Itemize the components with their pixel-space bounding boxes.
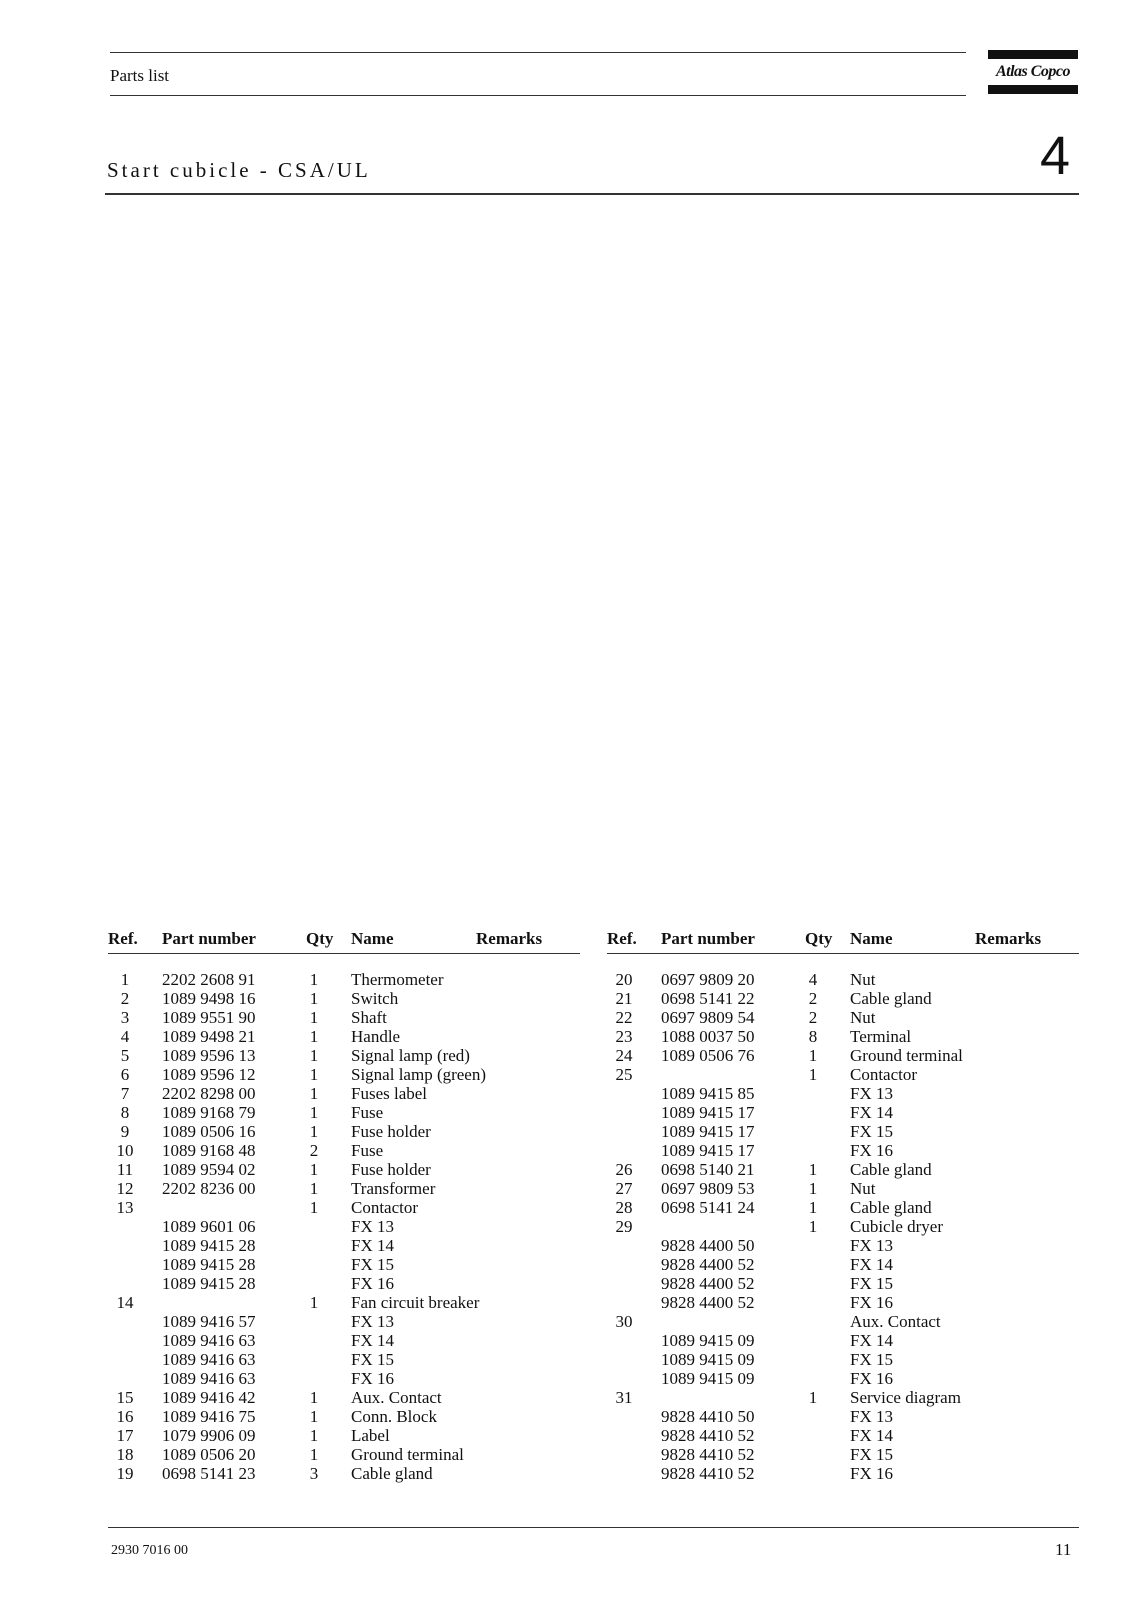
cell-part-number: 0697 9809 54 bbox=[661, 1008, 755, 1027]
cell-part-number: 9828 4410 50 bbox=[661, 1407, 755, 1426]
cell-part-number: 1089 9416 63 bbox=[162, 1369, 256, 1388]
cell-name: FX 15 bbox=[850, 1274, 893, 1293]
table-row bbox=[108, 1008, 580, 1027]
table-header bbox=[108, 925, 580, 953]
table-row bbox=[607, 1331, 1079, 1350]
logo-top-bar bbox=[988, 50, 1078, 59]
table-row bbox=[607, 1350, 1079, 1369]
footer-rule bbox=[108, 1527, 1079, 1528]
cell-part-number: 9828 4400 50 bbox=[661, 1236, 755, 1255]
table-row bbox=[108, 1122, 580, 1141]
table-row bbox=[108, 1065, 580, 1084]
cell-ref: 30 bbox=[615, 1312, 633, 1331]
table-body bbox=[108, 970, 580, 1483]
cell-qty: 1 bbox=[309, 1027, 319, 1046]
table-row bbox=[108, 1027, 580, 1046]
header-bottom-rule bbox=[110, 95, 966, 96]
cell-name: Aux. Contact bbox=[850, 1312, 941, 1331]
table-row bbox=[607, 1141, 1079, 1160]
cell-name: FX 13 bbox=[850, 1236, 893, 1255]
cell-part-number: 9828 4400 52 bbox=[661, 1255, 755, 1274]
cell-part-number: 1089 9415 09 bbox=[661, 1350, 755, 1369]
cell-ref: 21 bbox=[615, 989, 633, 1008]
table-row bbox=[607, 1426, 1079, 1445]
table-row bbox=[607, 989, 1079, 1008]
cell-name: Contactor bbox=[351, 1198, 419, 1217]
cell-name: FX 15 bbox=[850, 1350, 893, 1369]
cell-qty: 1 bbox=[309, 1179, 319, 1198]
table-row bbox=[108, 1046, 580, 1065]
cell-name: Cable gland bbox=[850, 1160, 932, 1179]
cell-name: Nut bbox=[850, 1008, 876, 1027]
cell-part-number: 1089 9168 79 bbox=[162, 1103, 256, 1122]
cell-part-number: 1089 9168 48 bbox=[162, 1141, 256, 1160]
cell-part-number: 0697 9809 53 bbox=[661, 1179, 755, 1198]
cell-part-number: 1089 9415 09 bbox=[661, 1369, 755, 1388]
cell-part-number: 9828 4410 52 bbox=[661, 1426, 755, 1445]
table-row bbox=[607, 1198, 1079, 1217]
table-row bbox=[108, 1236, 580, 1255]
cell-name: FX 16 bbox=[351, 1369, 394, 1388]
table-row bbox=[108, 1198, 580, 1217]
table-row bbox=[607, 1388, 1079, 1407]
table-row bbox=[607, 970, 1079, 989]
col-header-ref: Ref. bbox=[607, 929, 637, 948]
cell-qty: 2 bbox=[808, 1008, 818, 1027]
cell-part-number: 1088 0037 50 bbox=[661, 1027, 755, 1046]
cell-qty: 3 bbox=[309, 1464, 319, 1483]
cell-name: Thermometer bbox=[351, 970, 444, 989]
table-row bbox=[607, 1179, 1079, 1198]
cell-part-number: 0698 5141 22 bbox=[661, 989, 755, 1008]
table-row bbox=[108, 1217, 580, 1236]
col-header-remarks: Remarks bbox=[476, 929, 543, 948]
cell-name: Fuse bbox=[351, 1103, 384, 1122]
cell-qty: 1 bbox=[309, 989, 319, 1008]
cell-name: Signal lamp (red) bbox=[351, 1046, 470, 1065]
table-row bbox=[607, 1464, 1079, 1483]
cell-qty: 1 bbox=[309, 1388, 319, 1407]
cell-name: FX 13 bbox=[850, 1084, 893, 1103]
cell-ref: 17 bbox=[116, 1426, 134, 1445]
cell-ref: 8 bbox=[120, 1103, 130, 1122]
table-row bbox=[108, 1369, 580, 1388]
cell-part-number: 0698 5141 24 bbox=[661, 1198, 755, 1217]
cell-qty: 1 bbox=[309, 1160, 319, 1179]
table-row bbox=[108, 1445, 580, 1464]
cell-part-number: 0697 9809 20 bbox=[661, 970, 755, 989]
table-header bbox=[607, 925, 1079, 953]
table-row bbox=[108, 1331, 580, 1350]
cell-name: Ground terminal bbox=[850, 1046, 963, 1065]
cell-name: Cable gland bbox=[351, 1464, 433, 1483]
cell-part-number: 9828 4410 52 bbox=[661, 1464, 755, 1483]
cell-part-number: 2202 8236 00 bbox=[162, 1179, 256, 1198]
table-row bbox=[108, 1274, 580, 1293]
parts-table-right bbox=[607, 925, 1079, 1483]
cell-qty: 1 bbox=[808, 1217, 818, 1236]
table-row bbox=[607, 1217, 1079, 1236]
col-header-name: Name bbox=[850, 929, 893, 948]
cell-name: FX 16 bbox=[850, 1293, 893, 1312]
cell-part-number: 1089 0506 20 bbox=[162, 1445, 256, 1464]
table-row bbox=[108, 1141, 580, 1160]
table-row bbox=[108, 1293, 580, 1312]
cell-ref: 1 bbox=[120, 970, 130, 989]
table-row bbox=[108, 1312, 580, 1331]
cell-part-number: 1089 0506 76 bbox=[661, 1046, 755, 1065]
cell-qty: 1 bbox=[309, 1198, 319, 1217]
cell-qty: 1 bbox=[808, 1179, 818, 1198]
table-header-rule bbox=[108, 953, 580, 954]
cell-name: Contactor bbox=[850, 1065, 918, 1084]
table-row bbox=[607, 1445, 1079, 1464]
cell-part-number: 1089 0506 16 bbox=[162, 1122, 256, 1141]
table-row bbox=[108, 1084, 580, 1103]
cell-ref: 29 bbox=[615, 1217, 633, 1236]
cell-qty: 1 bbox=[309, 1046, 319, 1065]
cell-ref: 9 bbox=[120, 1122, 130, 1141]
cell-name: Transformer bbox=[351, 1179, 436, 1198]
cell-part-number: 1089 9415 28 bbox=[162, 1236, 256, 1255]
cell-qty: 2 bbox=[808, 989, 818, 1008]
cell-ref: 28 bbox=[615, 1198, 633, 1217]
col-header-part-number: Part number bbox=[661, 929, 755, 948]
cell-name: Handle bbox=[351, 1027, 401, 1046]
cell-name: Cubicle dryer bbox=[850, 1217, 943, 1236]
cell-qty: 1 bbox=[309, 1122, 319, 1141]
cell-ref: 22 bbox=[615, 1008, 633, 1027]
col-header-part-number: Part number bbox=[162, 929, 256, 948]
cell-ref: 27 bbox=[615, 1179, 633, 1198]
cell-name: FX 16 bbox=[850, 1141, 893, 1160]
col-header-name: Name bbox=[351, 929, 394, 948]
table-row bbox=[607, 1160, 1079, 1179]
cell-qty: 1 bbox=[309, 1445, 319, 1464]
cell-qty: 4 bbox=[808, 970, 818, 989]
cell-name: Service diagram bbox=[850, 1388, 961, 1407]
cell-name: Ground terminal bbox=[351, 1445, 464, 1464]
cell-part-number: 1089 9415 09 bbox=[661, 1331, 755, 1350]
cell-ref: 14 bbox=[116, 1293, 134, 1312]
cell-name: Terminal bbox=[850, 1027, 912, 1046]
table-row bbox=[607, 1027, 1079, 1046]
header-top-rule bbox=[110, 52, 966, 53]
cell-ref: 24 bbox=[615, 1046, 633, 1065]
logo-wordmark: Atlas Copco bbox=[995, 63, 1071, 80]
table-row bbox=[607, 1312, 1079, 1331]
cell-part-number: 1089 9596 12 bbox=[162, 1065, 256, 1084]
cell-name: Signal lamp (green) bbox=[351, 1065, 487, 1084]
col-header-remarks: Remarks bbox=[975, 929, 1042, 948]
cell-ref: 26 bbox=[615, 1160, 633, 1179]
cell-qty: 1 bbox=[309, 1065, 319, 1084]
cell-ref: 4 bbox=[120, 1027, 130, 1046]
cell-name: FX 16 bbox=[850, 1464, 893, 1483]
table-row bbox=[108, 970, 580, 989]
page-title: Start cubicle - CSA/UL bbox=[107, 158, 371, 182]
table-row bbox=[108, 1407, 580, 1426]
cell-name: Nut bbox=[850, 1179, 876, 1198]
table-row bbox=[607, 1236, 1079, 1255]
cell-part-number: 1089 9415 17 bbox=[661, 1103, 755, 1122]
cell-ref: 11 bbox=[116, 1160, 134, 1179]
cell-name: Fuse holder bbox=[351, 1122, 431, 1141]
col-header-qty: Qty bbox=[805, 929, 833, 948]
cell-part-number: 1089 9498 16 bbox=[162, 989, 256, 1008]
title-rule bbox=[105, 193, 1079, 195]
cell-part-number: 1089 9415 17 bbox=[661, 1141, 755, 1160]
cell-part-number: 1089 9601 06 bbox=[162, 1217, 256, 1236]
cell-part-number: 1089 9415 17 bbox=[661, 1122, 755, 1141]
header-section-label: Parts list bbox=[110, 66, 170, 85]
cell-ref: 5 bbox=[120, 1046, 130, 1065]
cell-qty: 1 bbox=[309, 1084, 319, 1103]
table-row bbox=[607, 1407, 1079, 1426]
table-row bbox=[607, 1274, 1079, 1293]
table-body bbox=[607, 970, 1079, 1483]
cell-ref: 16 bbox=[116, 1407, 134, 1426]
table-row bbox=[607, 1293, 1079, 1312]
table-row bbox=[108, 1464, 580, 1483]
cell-name: Cable gland bbox=[850, 1198, 932, 1217]
table-row bbox=[108, 1350, 580, 1369]
cell-part-number: 2202 2608 91 bbox=[162, 970, 256, 989]
cell-ref: 2 bbox=[120, 989, 130, 1008]
cell-part-number: 1089 9416 42 bbox=[162, 1388, 256, 1407]
cell-qty: 1 bbox=[309, 1407, 319, 1426]
cell-qty: 2 bbox=[309, 1141, 319, 1160]
cell-name: Shaft bbox=[351, 1008, 387, 1027]
cell-ref: 6 bbox=[120, 1065, 130, 1084]
table-row bbox=[108, 989, 580, 1008]
table-row bbox=[607, 1103, 1079, 1122]
cell-name: FX 14 bbox=[351, 1236, 394, 1255]
cell-ref: 31 bbox=[615, 1388, 633, 1407]
cell-part-number: 9828 4410 52 bbox=[661, 1445, 755, 1464]
cell-qty: 1 bbox=[309, 1103, 319, 1122]
cell-name: FX 15 bbox=[850, 1122, 893, 1141]
table-row bbox=[607, 1084, 1079, 1103]
cell-name: Switch bbox=[351, 989, 399, 1008]
table-row bbox=[607, 1008, 1079, 1027]
cell-part-number: 1089 9551 90 bbox=[162, 1008, 256, 1027]
cell-part-number: 1089 9498 21 bbox=[162, 1027, 256, 1046]
cell-name: Fuses label bbox=[351, 1084, 428, 1103]
cell-name: Nut bbox=[850, 970, 876, 989]
parts-table-left bbox=[108, 925, 580, 1483]
cell-part-number: 1089 9596 13 bbox=[162, 1046, 256, 1065]
col-header-qty: Qty bbox=[306, 929, 334, 948]
cell-part-number: 1089 9416 57 bbox=[162, 1312, 256, 1331]
cell-ref: 7 bbox=[120, 1084, 130, 1103]
table-row bbox=[607, 1122, 1079, 1141]
table-row bbox=[108, 1179, 580, 1198]
document-code: 2930 7016 00 bbox=[111, 1543, 188, 1558]
cell-name: Label bbox=[351, 1426, 390, 1445]
cell-name: FX 14 bbox=[850, 1426, 893, 1445]
cell-ref: 13 bbox=[116, 1198, 134, 1217]
cell-part-number: 9828 4400 52 bbox=[661, 1293, 755, 1312]
cell-name: FX 15 bbox=[351, 1350, 394, 1369]
cell-ref: 23 bbox=[615, 1027, 633, 1046]
table-row bbox=[607, 1046, 1079, 1065]
cell-part-number: 1089 9415 28 bbox=[162, 1274, 256, 1293]
table-row bbox=[108, 1388, 580, 1407]
cell-name: FX 14 bbox=[850, 1103, 893, 1122]
table-row bbox=[607, 1255, 1079, 1274]
table-header-rule bbox=[607, 953, 1079, 954]
cell-name: FX 15 bbox=[351, 1255, 394, 1274]
cell-name: Fuse bbox=[351, 1141, 384, 1160]
cell-name: Fuse holder bbox=[351, 1160, 431, 1179]
cell-part-number: 1089 9415 85 bbox=[661, 1084, 755, 1103]
cell-ref: 12 bbox=[116, 1179, 134, 1198]
cell-name: Aux. Contact bbox=[351, 1388, 442, 1407]
cell-qty: 1 bbox=[808, 1160, 818, 1179]
cell-name: FX 14 bbox=[850, 1331, 893, 1350]
page-number: 11 bbox=[1055, 1540, 1072, 1559]
cell-qty: 1 bbox=[808, 1065, 818, 1084]
cell-part-number: 1089 9416 63 bbox=[162, 1331, 256, 1350]
cell-part-number: 1089 9416 75 bbox=[162, 1407, 256, 1426]
cell-part-number: 9828 4400 52 bbox=[661, 1274, 755, 1293]
cell-qty: 1 bbox=[808, 1388, 818, 1407]
logo-bottom-bar bbox=[988, 85, 1078, 94]
cell-ref: 19 bbox=[116, 1464, 134, 1483]
table-row bbox=[108, 1103, 580, 1122]
cell-ref: 3 bbox=[120, 1008, 130, 1027]
cell-name: FX 13 bbox=[351, 1312, 394, 1331]
table-row bbox=[607, 1369, 1079, 1388]
cell-ref: 10 bbox=[116, 1141, 134, 1160]
cell-part-number: 0698 5141 23 bbox=[162, 1464, 256, 1483]
atlas-copco-logo bbox=[988, 50, 1078, 94]
table-row bbox=[108, 1426, 580, 1445]
cell-name: Conn. Block bbox=[351, 1407, 437, 1426]
cell-qty: 1 bbox=[309, 1293, 319, 1312]
cell-part-number: 2202 8298 00 bbox=[162, 1084, 256, 1103]
table-row bbox=[607, 1065, 1079, 1084]
cell-name: FX 15 bbox=[850, 1445, 893, 1464]
cell-name: FX 13 bbox=[850, 1407, 893, 1426]
cell-qty: 8 bbox=[808, 1027, 818, 1046]
cell-ref: 15 bbox=[116, 1388, 134, 1407]
cell-qty: 1 bbox=[309, 970, 319, 989]
cell-part-number: 1089 9415 28 bbox=[162, 1255, 256, 1274]
cell-qty: 1 bbox=[808, 1046, 818, 1065]
cell-name: Fan circuit breaker bbox=[351, 1293, 480, 1312]
cell-name: FX 13 bbox=[351, 1217, 394, 1236]
cell-name: FX 16 bbox=[850, 1369, 893, 1388]
col-header-ref: Ref. bbox=[108, 929, 138, 948]
table-row bbox=[108, 1160, 580, 1179]
cell-qty: 1 bbox=[309, 1008, 319, 1027]
table-row bbox=[108, 1255, 580, 1274]
cell-part-number: 0698 5140 21 bbox=[661, 1160, 755, 1179]
cell-name: Cable gland bbox=[850, 989, 932, 1008]
cell-ref: 20 bbox=[615, 970, 633, 989]
section-number: 4 bbox=[1040, 126, 1071, 186]
cell-part-number: 1079 9906 09 bbox=[162, 1426, 256, 1445]
cell-qty: 1 bbox=[808, 1198, 818, 1217]
cell-name: FX 14 bbox=[351, 1331, 394, 1350]
cell-name: FX 14 bbox=[850, 1255, 893, 1274]
cell-part-number: 1089 9594 02 bbox=[162, 1160, 256, 1179]
cell-name: FX 16 bbox=[351, 1274, 394, 1293]
cell-part-number: 1089 9416 63 bbox=[162, 1350, 256, 1369]
cell-ref: 25 bbox=[615, 1065, 633, 1084]
cell-qty: 1 bbox=[309, 1426, 319, 1445]
cell-ref: 18 bbox=[116, 1445, 134, 1464]
